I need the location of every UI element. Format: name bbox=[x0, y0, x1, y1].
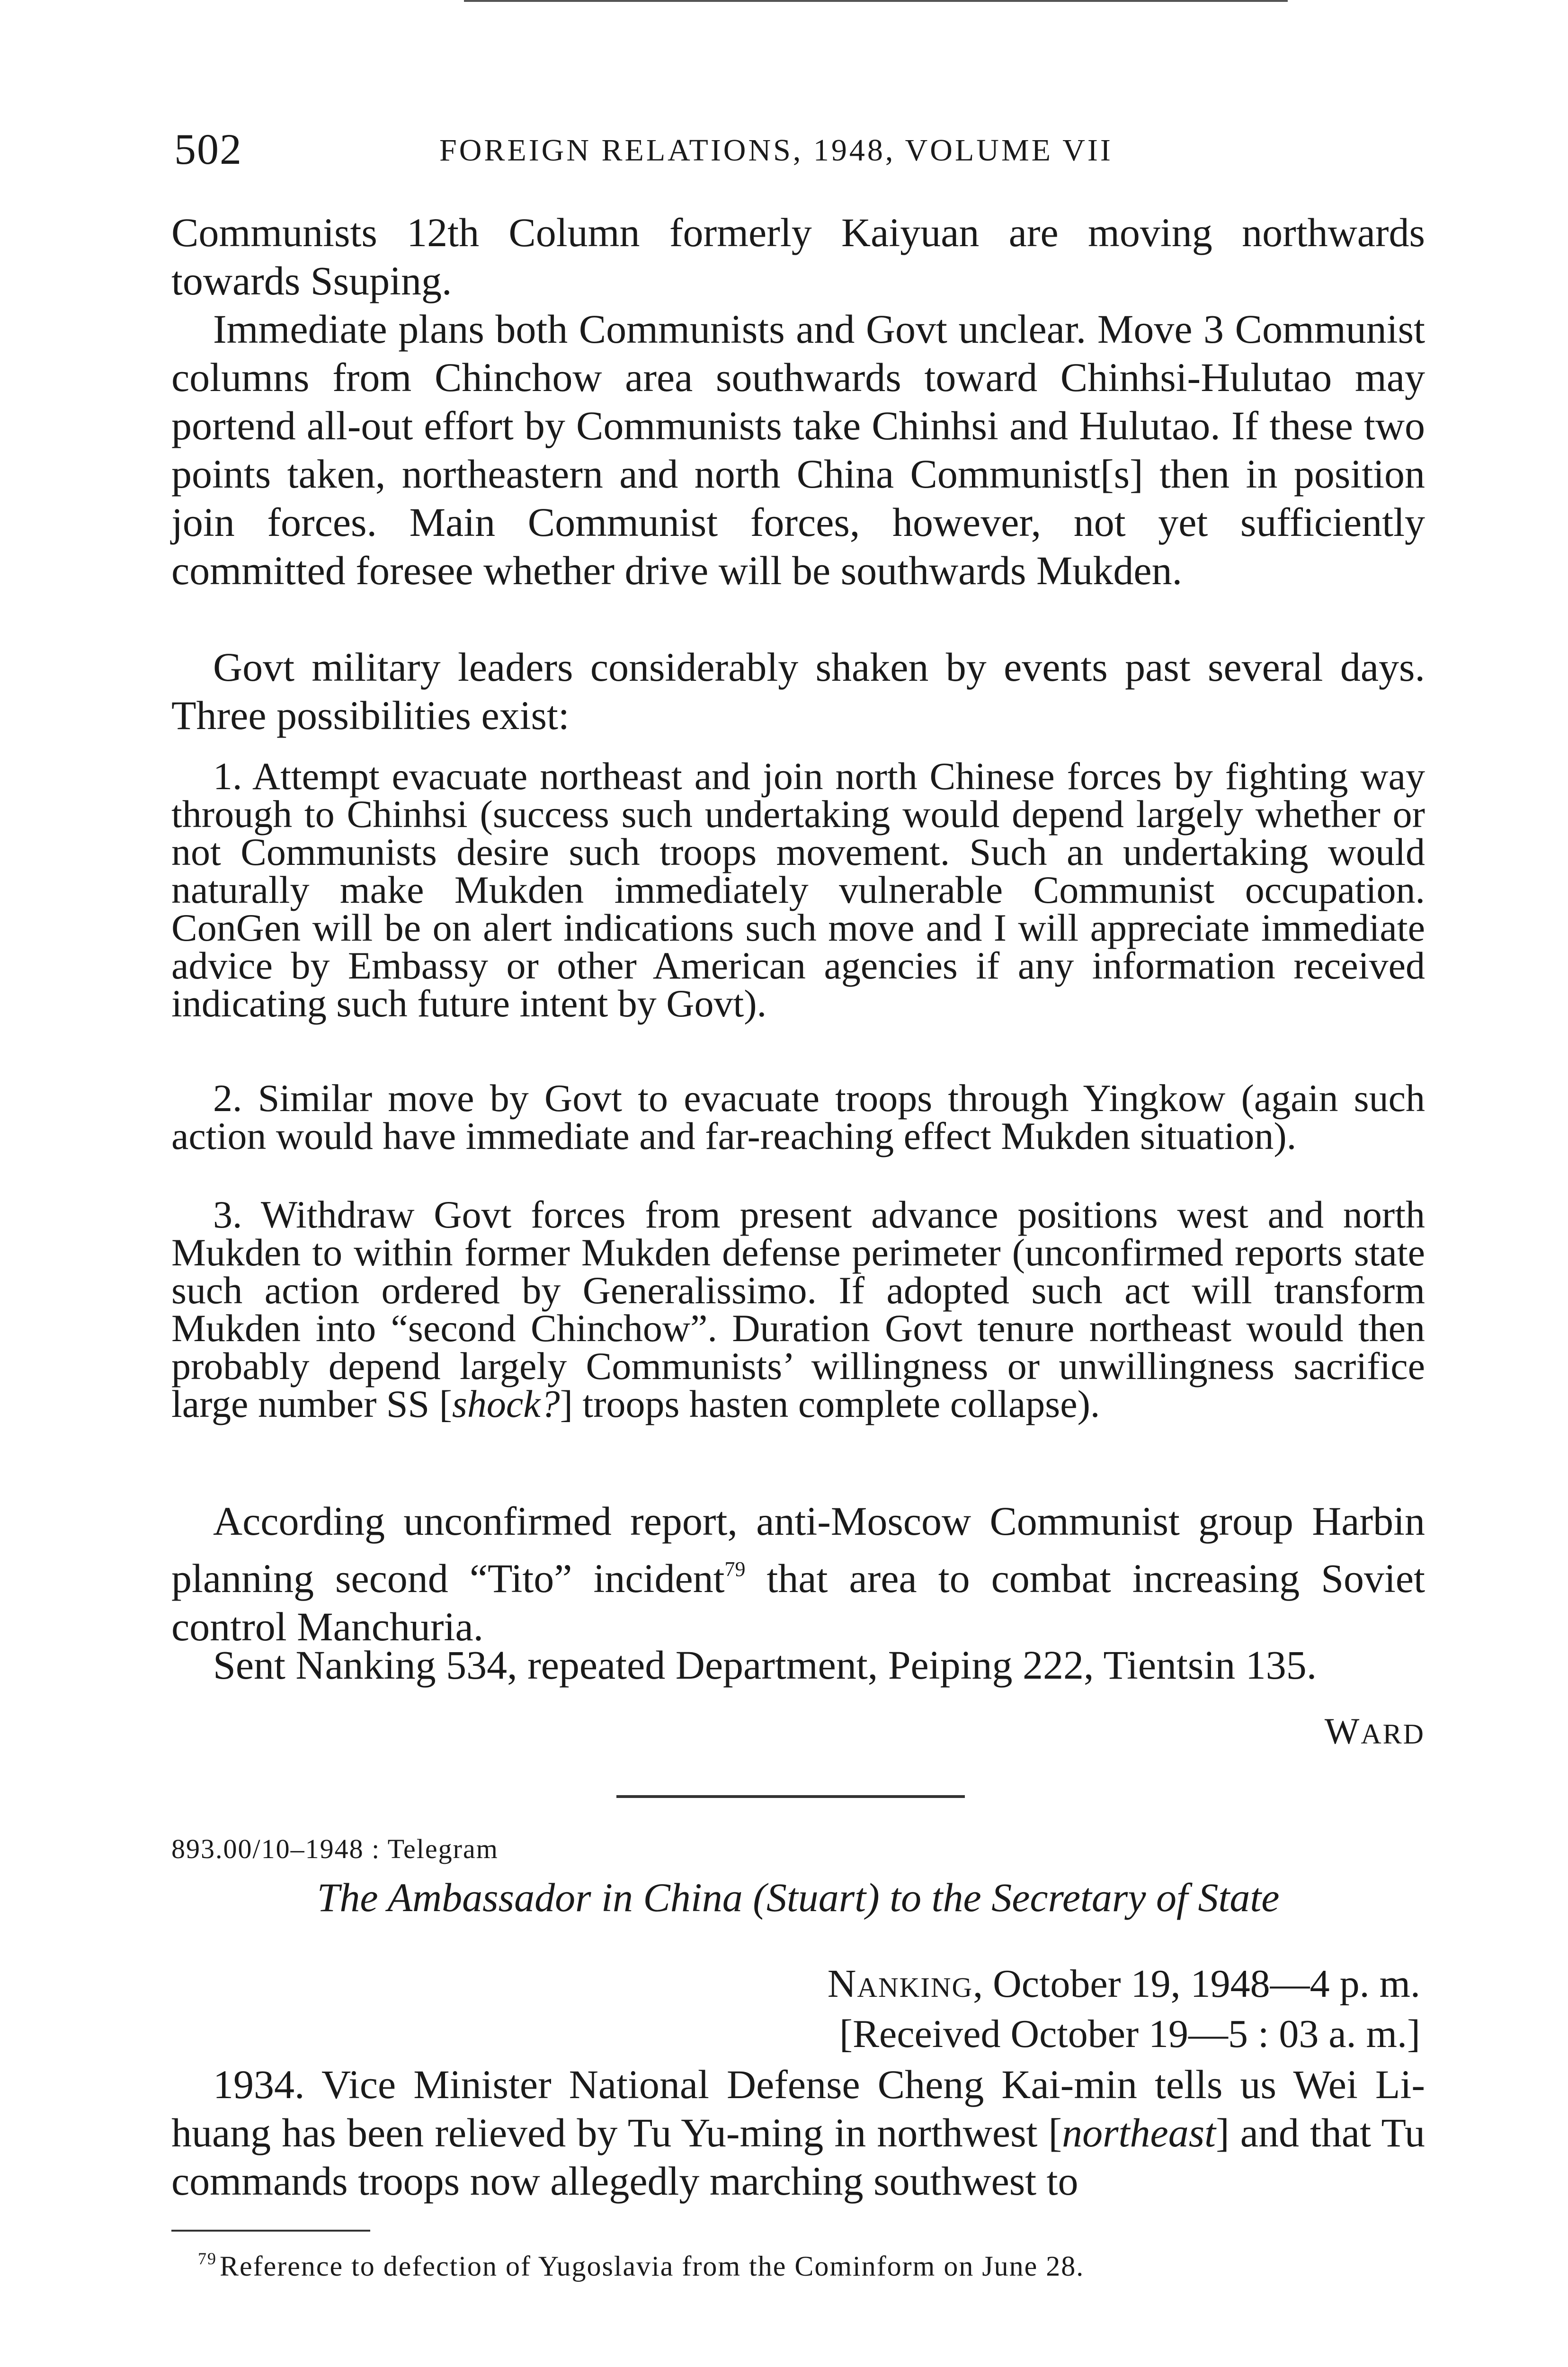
paragraph-govt-leaders: Govt military leaders considerably shaken by events past several days. Three possibilities exist: bbox=[171, 644, 1425, 738]
paragraph-telegram-text-b: ] and that Tu commands troops now allegedly marching southwest to bbox=[171, 2110, 1425, 2204]
paragraph-telegram-northeast: northeast bbox=[1062, 2110, 1216, 2155]
footnote-rule bbox=[171, 2230, 370, 2232]
paragraph-tito-text-b: that area to combat increasing Soviet control Manchuria. bbox=[171, 1556, 1425, 1649]
file-reference: 893.00/10–1948 : Telegram bbox=[171, 1833, 499, 1864]
list-item-3 bbox=[171, 1193, 1425, 1425]
footnote-number: 79 bbox=[198, 2249, 217, 2268]
document-title-b: to the Secretary of State bbox=[879, 1875, 1280, 1920]
paragraph-tito-text-a: According unconfirmed report, anti-Moscow Communist group Harbin planning second “Tito” incident bbox=[171, 1498, 1425, 1601]
top-rule bbox=[464, 0, 1288, 7]
list-item-3-shock: shock? bbox=[452, 1382, 560, 1425]
paragraph-tito bbox=[171, 1497, 1425, 1651]
list-item-3-text-b: ] troops hasten complete collapse). bbox=[560, 1382, 1100, 1425]
signature bbox=[1325, 1710, 1425, 1753]
page-number: 502 bbox=[174, 125, 242, 173]
footnote-reference: 79 bbox=[724, 1557, 746, 1581]
dateline-received: [Received October 19—5 : 03 a. m.] bbox=[839, 2012, 1420, 2056]
document-title-a: The Ambassador in China bbox=[317, 1875, 753, 1920]
signature-initial: W bbox=[1324, 1710, 1361, 1752]
dateline-date: , October 19, 1948—4 p. m. bbox=[973, 1962, 1420, 2006]
footnote bbox=[198, 2249, 1084, 2283]
signature-rest: ARD bbox=[1361, 1718, 1425, 1750]
paragraph-immediate-plans: Immediate plans both Communists and Govt unclear. Move 3 Communist columns from Chinchow area southwards toward Chinhsi-Hulutao may portend all-out effort by Communists take Chinhsi and Hulutao. If these two points taken, northeastern and north China Communist[s] then in position join forces. Main Communist forces, however, not yet sufficiently committed foresee whether drive will be southwards Mukden. bbox=[171, 306, 1425, 593]
paragraph-telegram-1934 bbox=[171, 2060, 1425, 2205]
paragraph-continuation: Communists 12th Column formerly Kaiyuan are moving northwards towards Ssuping. bbox=[171, 210, 1425, 303]
document-title-paren: (Stuart) bbox=[753, 1875, 880, 1920]
paragraph-telegram-text-a: 1934. Vice Minister National Defense Cheng Kai-min tells us Wei Li-huang has been relieved by Tu Yu-ming in northwest [ bbox=[171, 2062, 1425, 2155]
footnote-text: Reference to defection of Yugoslavia from the Cominform on June 28. bbox=[220, 2251, 1085, 2282]
section-divider bbox=[616, 1795, 965, 1798]
page-header bbox=[174, 124, 1424, 176]
dateline-city: Nanking bbox=[827, 1962, 973, 2006]
running-head: FOREIGN RELATIONS, 1948, VOLUME VII bbox=[439, 133, 1113, 168]
dateline-sent bbox=[828, 1959, 1420, 2009]
list-item-1: 1. Attempt evacuate northeast and join north Chinese forces by fighting way through to Chinhsi (success such undertaking would depend largely whether or not Communists desire such troops movement. Such an undertaking would naturally make Mukden immediately vulnerable Communist occupation. ConGen will be on alert indications such move and I will appreciate immediate advice by Embassy or other American agencies if any information received indicating such future intent by Govt). bbox=[171, 755, 1425, 1025]
document-title bbox=[171, 1874, 1425, 1921]
list-item-2: 2. Similar move by Govt to evacuate troops through Yingkow (again such action would have immediate and far-reaching effect Mukden situation). bbox=[171, 1077, 1425, 1157]
list-item-3-text-a: 3. Withdraw Govt forces from present advance positions west and north Mukden to within former Mukden defense perimeter (unconfirmed reports state such action ordered by Generalissimo. If adopted such act will transform Mukden into “second Chinchow”. Duration Govt tenure northeast would then probably depend largely Communists’ willingness or unwillingness sacrifice large number SS [ bbox=[171, 1193, 1425, 1425]
dateline bbox=[828, 1959, 1420, 2059]
paragraph-sent: Sent Nanking 534, repeated Department, Peiping 222, Tientsin 135. bbox=[213, 1642, 1317, 1688]
